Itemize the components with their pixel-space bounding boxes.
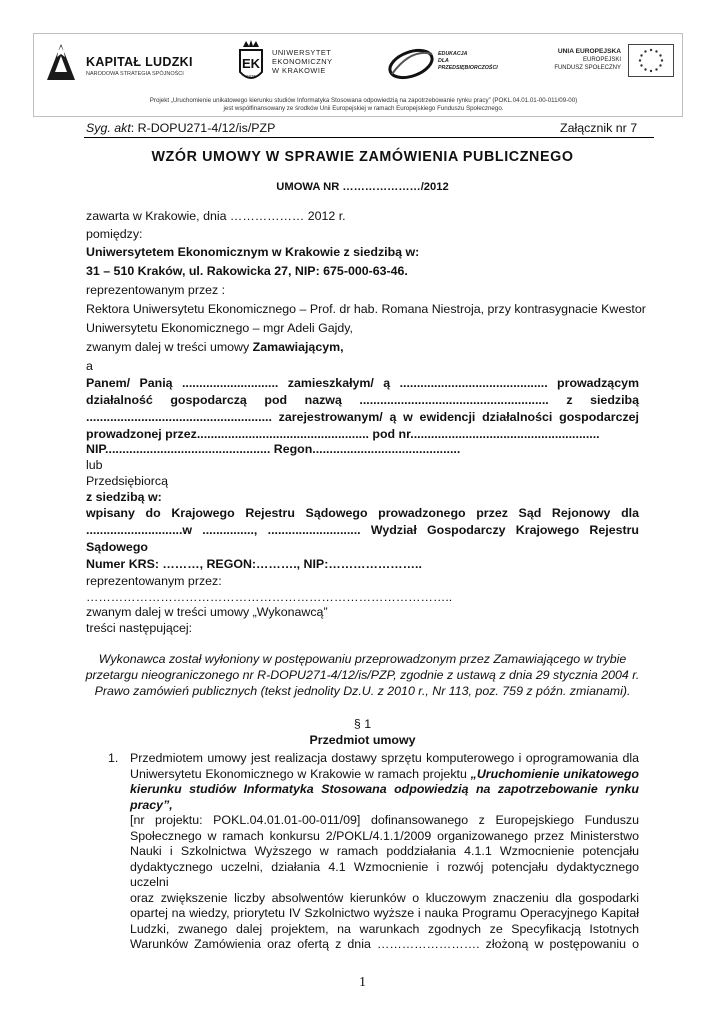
section-number: § 1 (353, 717, 372, 731)
project-line-1: Projekt „Uruchomienie unikatowego kierunku studiów Informatyka Stosowana odpowiedzią na zapotrzebowanie rynku pracy” (POKL.04.01.01-00-011/09-00) (149, 97, 578, 104)
line-sadowego: Sądowego (86, 540, 148, 554)
ue-text (529, 48, 621, 72)
italic-line-2: przetargu nieograniczonego nr R-DOPU271-4/12/is/PZP, zgodnie z ustawą z dnia 29 stycznia 2004 r. (85, 668, 640, 682)
para-line-2-text: Uniwersytetu Ekonomicznego w Krakowie w ramach projektu (130, 766, 471, 781)
uek-name (272, 48, 333, 75)
ue-line3: FUNDUSZ SPOŁECZNY (554, 65, 621, 71)
line-siedziba: z siedzibą w: (86, 490, 162, 504)
header-banner (33, 33, 683, 117)
para-line-2-bold: „Uruchomienie unikatowego (470, 766, 639, 781)
para-line-5: Społecznego w ramach konkursu 2/POKL/4.1.1/2009 organizowanego przez Ministerstwo (130, 828, 639, 843)
page-number: 1 (359, 975, 366, 990)
project-line-2: jest współfinansowany ze środków Unii Europejskiej w ramach Europejskiego Funduszu Społecznego. (223, 105, 504, 112)
para-line-3: kierunku studiów Informatyka Stosowana odpowiedzią na zapotrzebowanie rynku pracy”, (130, 782, 639, 812)
kapital-subtitle: NARODOWA STRATEGIA SPÓJNOŚCI (86, 71, 184, 77)
line-tresci: treści następującej: (86, 621, 193, 635)
para-line-11: Warunków Zamówienia oraz ofertą z dnia ……………………. złożoną w postępowaniu o (130, 937, 639, 951)
line-a: a (86, 359, 93, 373)
kapital-title: KAPITAŁ LUDZKI (86, 55, 193, 69)
ue-line2: EUROPEJSKI (582, 57, 621, 63)
eu-flag-icon (628, 44, 674, 77)
attachment-label: Załącznik nr 7 (560, 121, 638, 135)
para-line-6: Nauki i Szkolnictwa Wyższego w ramach poddziałania 4.1.1 Wzmocnienie potencjału (130, 844, 639, 858)
uek-line1: UNIWERSYTET (272, 48, 332, 57)
line-lub: lub (86, 458, 103, 472)
item-number: 1. (108, 751, 119, 765)
zamawiajacy-bold: Zamawiającym, (252, 340, 344, 354)
syg-label: Syg. akt (86, 121, 131, 135)
page-title: WZÓR UMOWY W SPRAWIE ZAMÓWIENIA PUBLICZNEGO (151, 149, 574, 165)
italic-line-3: Prawo zamówień publicznych (tekst jednolity Dz.U. z 2010 r., Nr 113, poz. 759 z późn. zmianami). (94, 684, 631, 698)
line-date: zawarta w Krakowie, dnia ……………… 2012 r. (86, 209, 346, 223)
uek-crest-icon (236, 38, 266, 88)
edu-line2: DLA (438, 58, 449, 64)
syg-akt (86, 121, 275, 136)
line-university: Uniwersytetem Ekonomicznym w Krakowie z siedzibą w: (86, 245, 420, 259)
contract-number: UMOWA NR …………………/2012 (276, 181, 449, 193)
uek-logo-year: 1925 (245, 74, 257, 79)
line-prowadzonej: prowadzonej przez.................................................. pod nr....................................................... (86, 427, 600, 441)
line-dzialalnosc: działalność gospodarczą pod nazwą ....................................................... z siedzibą (86, 393, 639, 407)
line-numer-krs: Numer KRS: ………, REGON:………., NIP:………………….. (86, 557, 422, 571)
uek-line3: W KRAKOWIE (272, 66, 326, 75)
uek-line2: EKONOMICZNY (272, 57, 333, 66)
section-paragraph (130, 751, 639, 953)
line-nip-regon: NIP................................................ Regon........................................... (86, 442, 461, 456)
line-between: pomiędzy: (86, 227, 143, 241)
line-krs: wpisany do Krajowego Rejestru Sądowego prowadzonego przez Sąd Rejonowy dla (86, 506, 639, 520)
para-line-1: Przedmiotem umowy jest realizacja dostawy sprzętu komputerowego i oprogramowania dla (130, 751, 639, 765)
uek-logo-letters: EK (241, 56, 261, 71)
line-zarejestrowanym: ...................................................... zarejestrowanym/ ą w ewidencji działalności gospodarczej (86, 410, 639, 424)
para-line-8: oraz zwiększenie liczby absolwentów kierunków o kluczowym znaczeniu dla gospodarki (130, 890, 639, 905)
line-wydzial: ............................w ..............., ........................... Wydział Gospodarczy Krajowego Rejestru (86, 523, 639, 537)
syg-value: : R-DOPU271-4/12/is/PZP (130, 121, 276, 135)
line-reprezentowanym: reprezentowanym przez: (86, 574, 222, 588)
header-divider (84, 137, 654, 138)
line-represented: reprezentowanym przez : (86, 283, 226, 297)
line-pan-pani: Panem/ Panią ............................ zamieszkałym/ ą ........................................... prowadzącym (86, 376, 639, 390)
section-heading: Przedmiot umowy (309, 733, 416, 747)
edukacja-swoosh-icon (386, 44, 436, 82)
line-zamawiajacy (86, 340, 344, 355)
para-line-4: [nr projektu: POKL.04.01.01-00-011/09] dofinansowanego z Europejskiego Funduszu (130, 813, 639, 827)
para-line-7: dydaktycznego uczelni, działania 4.1 Wzmocnienie i rozwój potencjału dydaktycznego uczelni (130, 859, 639, 889)
para-line-9: opartej na wiedzy, priorytetu IV Szkolnictwo wyższe i nauka Programu Operacyjnego Kapitał (130, 906, 639, 920)
line-dots: …………………………………………………………………………….. (86, 590, 453, 604)
para-line-2 (130, 767, 639, 783)
zamawiajacy-prefix: zwanym dalej w treści umowy (86, 340, 253, 354)
line-address: 31 – 510 Kraków, ul. Rakowicka 27, NIP: 675-000-63-46. (86, 264, 408, 278)
kapital-ludzki-logo-icon (43, 40, 79, 86)
ue-line1: UNIA EUROPEJSKA (557, 48, 621, 55)
edukacja-text (438, 51, 498, 72)
line-przedsiebiorca: Przedsiębiorcą (86, 474, 168, 488)
italic-line-1: Wykonawca został wyłoniony w postępowaniu przeprowadzonym przez Zamawiającego w trybie (98, 652, 627, 666)
line-kwestor: Uniwersytetu Ekonomicznego – mgr Adeli Gajdy, (86, 321, 353, 335)
edu-line1: EDUKACJA (438, 51, 468, 57)
line-rector: Rektora Uniwersytetu Ekonomicznego – Prof. dr hab. Romana Niestroja, przy kontrasygnacie Kwestor (86, 302, 646, 316)
para-line-10: Ludzki, zwanego dalej projektem, na warunkach zgodnych ze Specyfikacją Istotnych (130, 921, 639, 936)
edu-line3: PRZEDSIĘBIORCZOŚCI (438, 65, 498, 71)
line-wykonawca: zwanym dalej w treści umowy „Wykonawcą” (86, 605, 328, 619)
